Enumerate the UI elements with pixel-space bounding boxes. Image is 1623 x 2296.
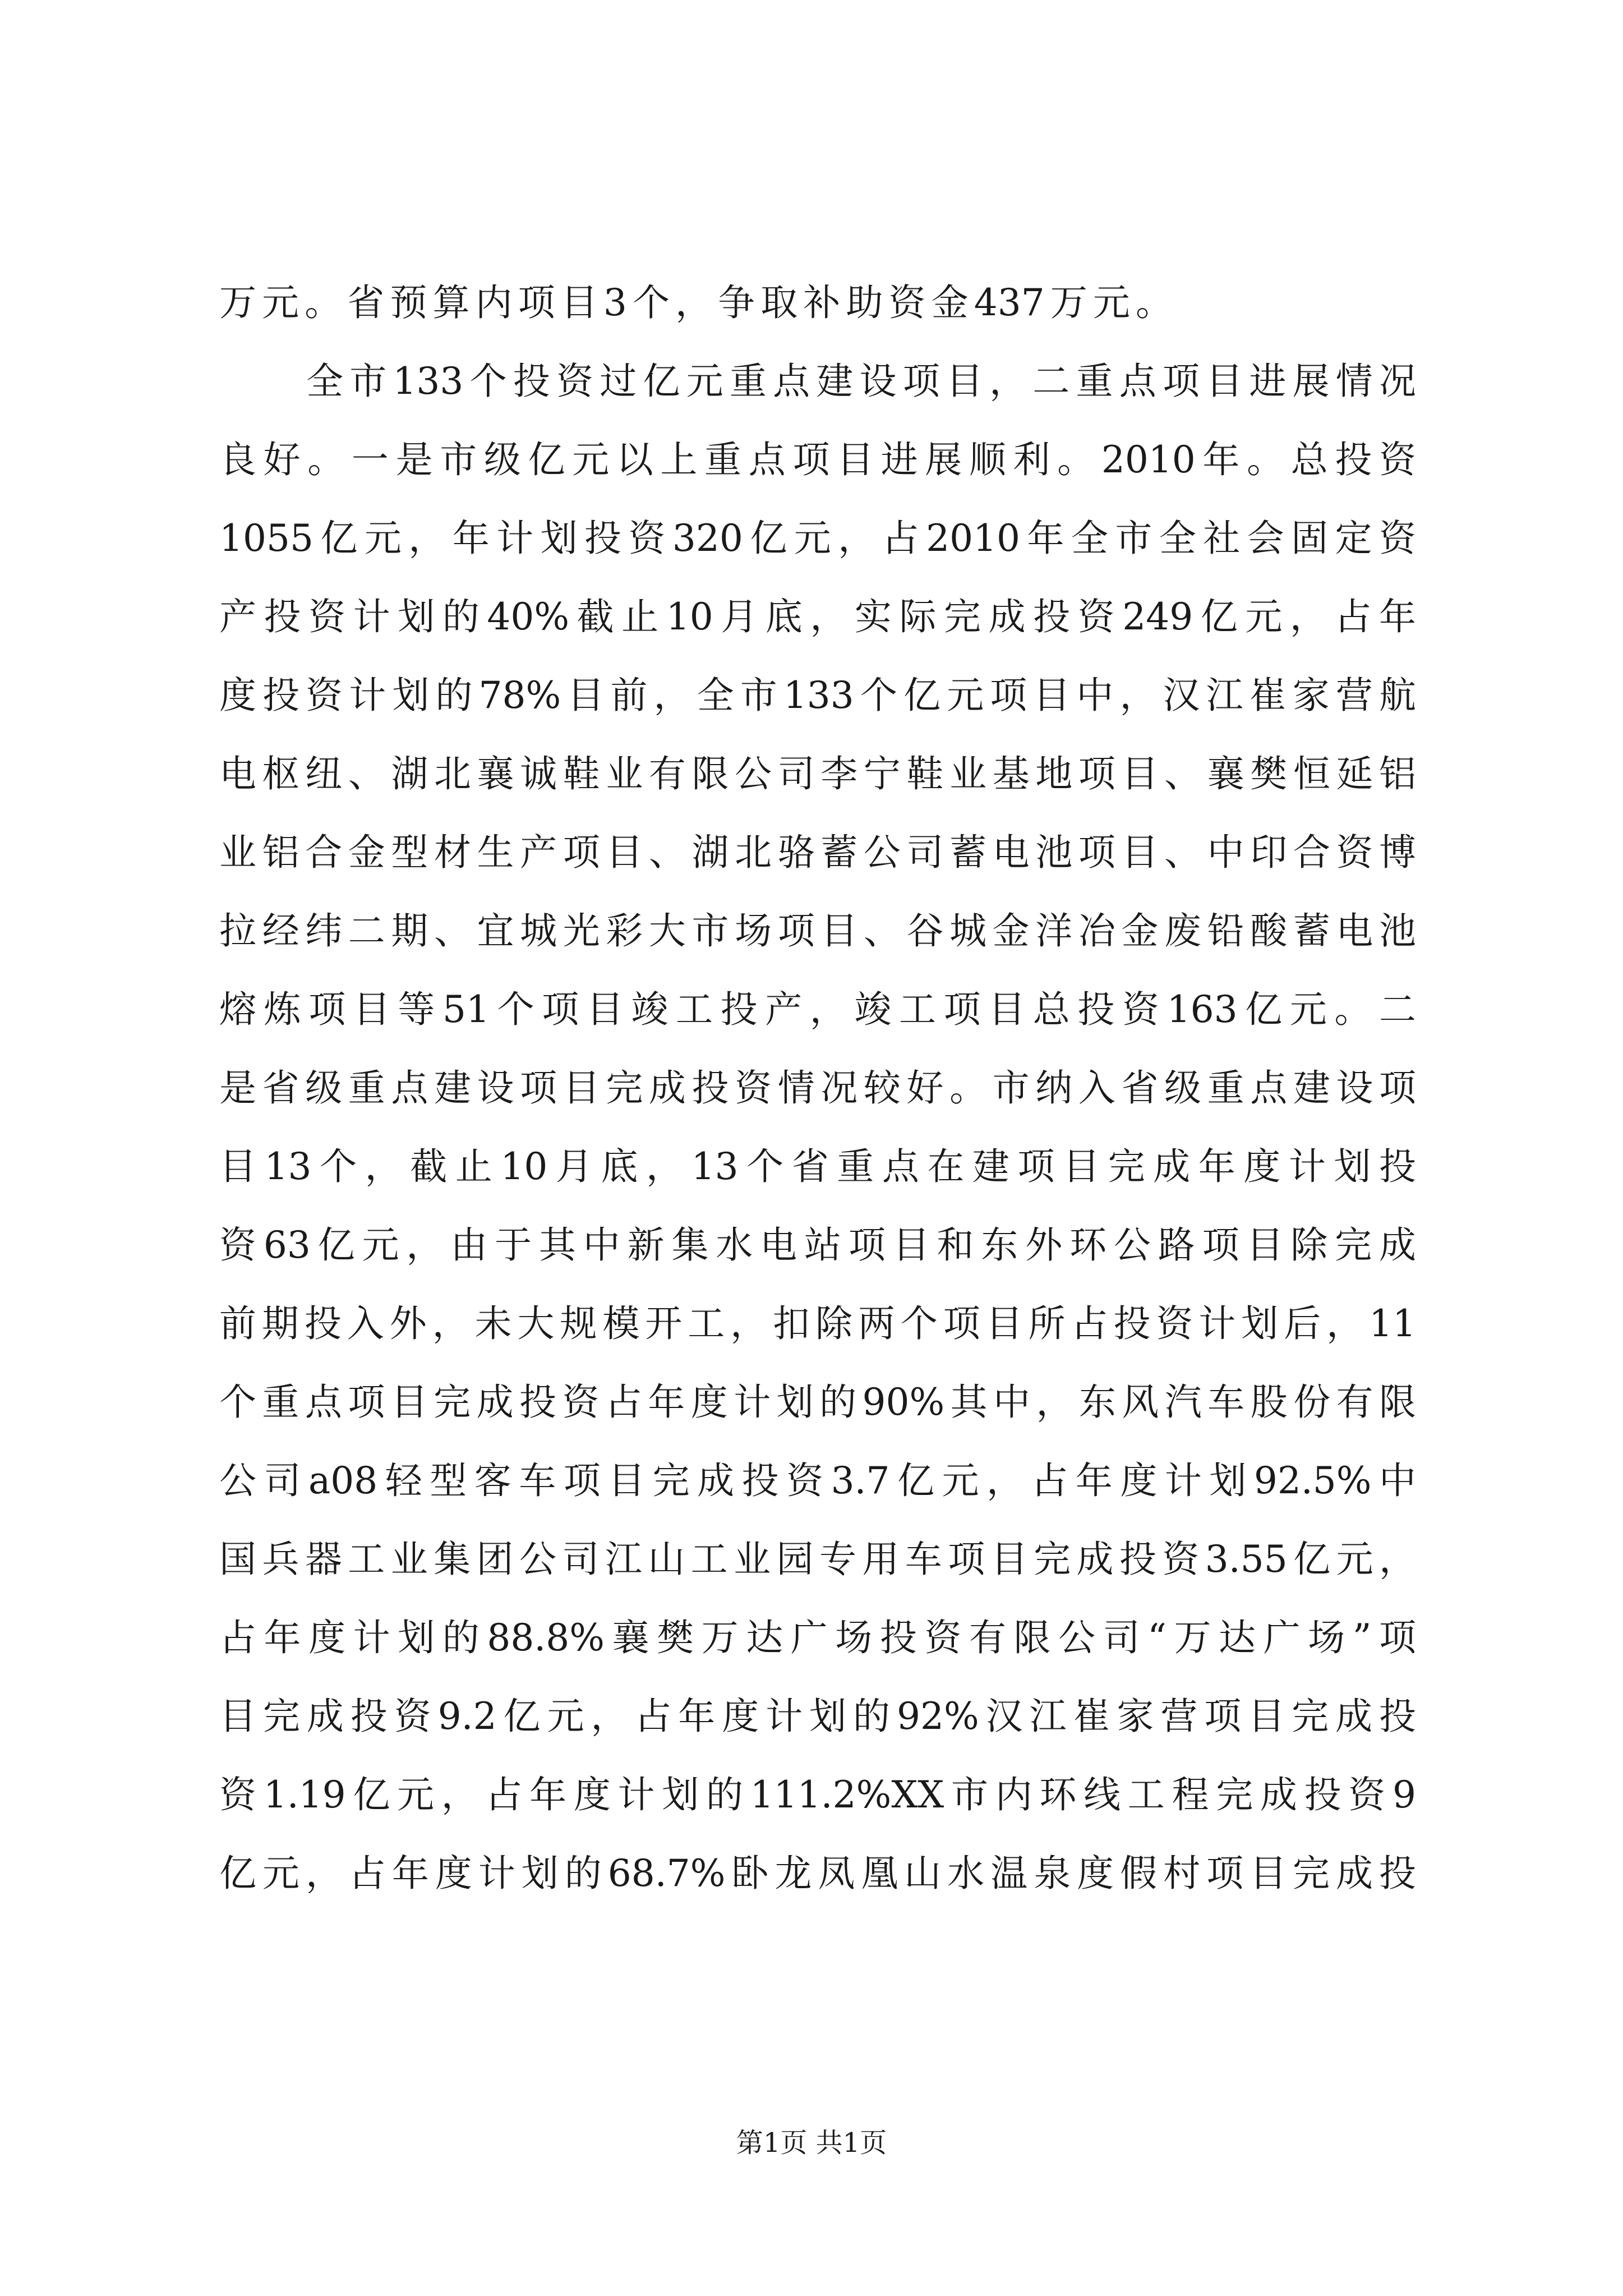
text-line: 目完成投资9.2亿元，占年度计划的92%汉江崔家营项目完成投 [219, 1695, 1416, 1738]
text-line: 资1.19亿元，占年度计划的111.2%XX市内环线工程完成投资9 [219, 1773, 1416, 1816]
text-line: 国兵器工业集团公司江山工业园专用车项目完成投资3.55亿元， [219, 1538, 1416, 1581]
text-line: 电枢纽、湖北襄诚鞋业有限公司李宁鞋业基地项目、襄樊恒延铝 [219, 752, 1416, 795]
text-line: 良好。一是市级亿元以上重点项目进展顺利。2010年。总投资 [219, 438, 1416, 481]
text-line: 目13个，截止10月底，13个省重点在建项目完成年度计划投 [219, 1145, 1416, 1188]
text-line: 是省级重点建设项目完成投资情况较好。市纳入省级重点建设项 [219, 1066, 1416, 1110]
text-line: 前期投入外，未大规模开工，扣除两个项目所占投资计划后，11 [219, 1302, 1416, 1345]
text-line: 公司a08轻型客车项目完成投资3.7亿元，占年度计划92.5%中 [219, 1459, 1416, 1502]
text-line: 业铝合金型材生产项目、湖北骆蓄公司蓄电池项目、中印合资博 [219, 831, 1416, 874]
text-line: 亿元，占年度计划的68.7%卧龙凤凰山水温泉度假村项目完成投 [219, 1852, 1416, 1895]
text-line: 个重点项目完成投资占年度计划的90%其中，东风汽车股份有限 [219, 1381, 1416, 1424]
text-line: 占年度计划的88.8%襄樊万达广场投资有限公司“万达广场”项 [219, 1616, 1416, 1659]
text-line: 1055亿元，年计划投资320亿元，占2010年全市全社会固定资 [219, 517, 1416, 560]
text-line: 度投资计划的78%目前，全市133个亿元项目中，汉江崔家营航 [219, 674, 1416, 717]
text-line: 熔炼项目等51个项目竣工投产，竣工项目总投资163亿元。二 [219, 988, 1416, 1031]
text-line: 资63亿元，由于其中新集水电站项目和东外环公路项目除完成 [219, 1223, 1416, 1267]
text-line: 产投资计划的40%截止10月底，实际完成投资249亿元，占年 [219, 595, 1416, 638]
text-line: 万元。省预算内项目3个，争取补助资金437万元。 [219, 281, 1173, 324]
paragraph-first-line: 全市133个投资过亿元重点建设项目，二重点项目进展情况 [306, 360, 1416, 403]
page-number-footer: 第1页 共1页 [736, 2127, 887, 2159]
text-line: 拉经纬二期、宜城光彩大市场项目、谷城金洋冶金废铅酸蓄电池 [219, 909, 1416, 953]
